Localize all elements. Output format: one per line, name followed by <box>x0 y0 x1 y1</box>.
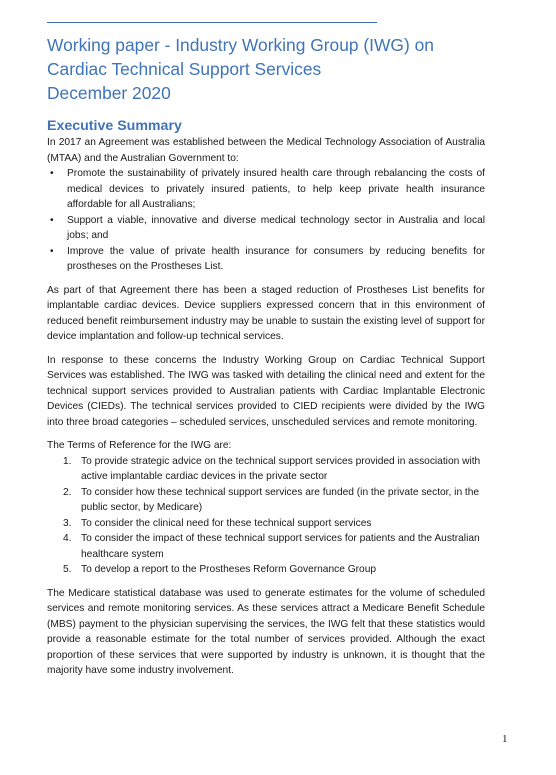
terms-intro: The Terms of Reference for the IWG are: <box>47 440 232 451</box>
executive-summary-section <box>47 117 485 679</box>
list-item-text: Support a viable, innovative and diverse medical technology sector in Australia and local jobs; and <box>67 214 485 241</box>
list-item <box>47 516 485 532</box>
list-item-text: Promote the sustainability of privately insured health care through rebalancing the costs of medical devices to privately insured patients, to help keep private health insurance affordable for all Australians; <box>67 168 485 210</box>
section-heading: Executive Summary <box>47 118 182 134</box>
header-rule <box>47 22 377 23</box>
list-item <box>47 244 485 275</box>
title-line: Working paper - Industry Working Group (IWG) on <box>47 35 434 55</box>
list-item <box>47 166 485 213</box>
intro-paragraph: In 2017 an Agreement was established between the Medical Technology Association of Australia (MTAA) and the Australian Government to: <box>47 137 485 164</box>
terms-of-reference-list <box>47 454 485 578</box>
list-item <box>47 213 485 244</box>
document-title <box>47 33 517 105</box>
bullet-icon: • <box>50 168 54 179</box>
bullet-icon: • <box>50 245 54 257</box>
list-number: 4. <box>63 533 72 544</box>
list-item-text: To consider the impact of these technical support services for patients and the Australian healthcare system <box>81 533 480 560</box>
list-item <box>47 485 485 516</box>
list-item <box>47 531 485 562</box>
list-item-text: To provide strategic advice on the technical support services provided in association with active implantable cardiac devices in the private sector <box>81 455 481 482</box>
title-line: Cardiac Technical Support Services <box>47 59 322 79</box>
list-number: 2. <box>63 486 72 498</box>
iwg-paragraph: In response to these concerns the Industry Working Group on Cardiac Technical Support Services was established. The IWG was tasked with detailing the clinical need and extent for the technical support services provided to Australian patients with Cardiac Implantable Electronic Devices (CIEDs). The technical services provided to CIED recipients were divided by the IWG into three broad categories – scheduled services, unscheduled services and remote monitoring. <box>47 354 485 428</box>
agreement-paragraph: As part of that Agreement there has been a staged reduction of Prostheses List benefits for implantable cardiac devices. Device suppliers expressed concern that in this environment of reduced benefit reimbursement industry may be unable to sustain the existing level of support for device implantation and follow-up technical services. <box>47 284 485 342</box>
list-number: 1. <box>63 455 72 467</box>
list-item-text: To consider the clinical need for these technical support services <box>81 517 372 529</box>
list-number: 3. <box>63 517 72 529</box>
page-number: 1 <box>502 733 508 745</box>
list-item-text: To consider how these technical support services are funded (in the private sector, in the public sector, by Medicare) <box>81 486 480 513</box>
list-item-text: Improve the value of private health insurance for consumers by reducing benefits for prostheses on the Prostheses List. <box>67 245 485 272</box>
title-line: December 2020 <box>47 83 171 103</box>
agreement-goals-list <box>47 166 485 275</box>
list-item <box>47 562 485 578</box>
bullet-icon: • <box>50 214 54 226</box>
list-number: 5. <box>63 564 72 575</box>
medicare-paragraph: The Medicare statistical database was used to generate estimates for the volume of scheduled services and remote monitoring services. As these services attract a Medicare Benefit Schedule (MBS) payment to the physician supervising the services, the IWG felt that these statistics would provide a reasonable estimate for the total number of services provided. Although the exact proportion of these services that were supported by industry is unknown, it is thought that the majority have some industry involvement. <box>47 587 485 676</box>
list-item-text: To develop a report to the Prostheses Reform Governance Group <box>81 564 377 575</box>
list-item <box>47 454 485 485</box>
